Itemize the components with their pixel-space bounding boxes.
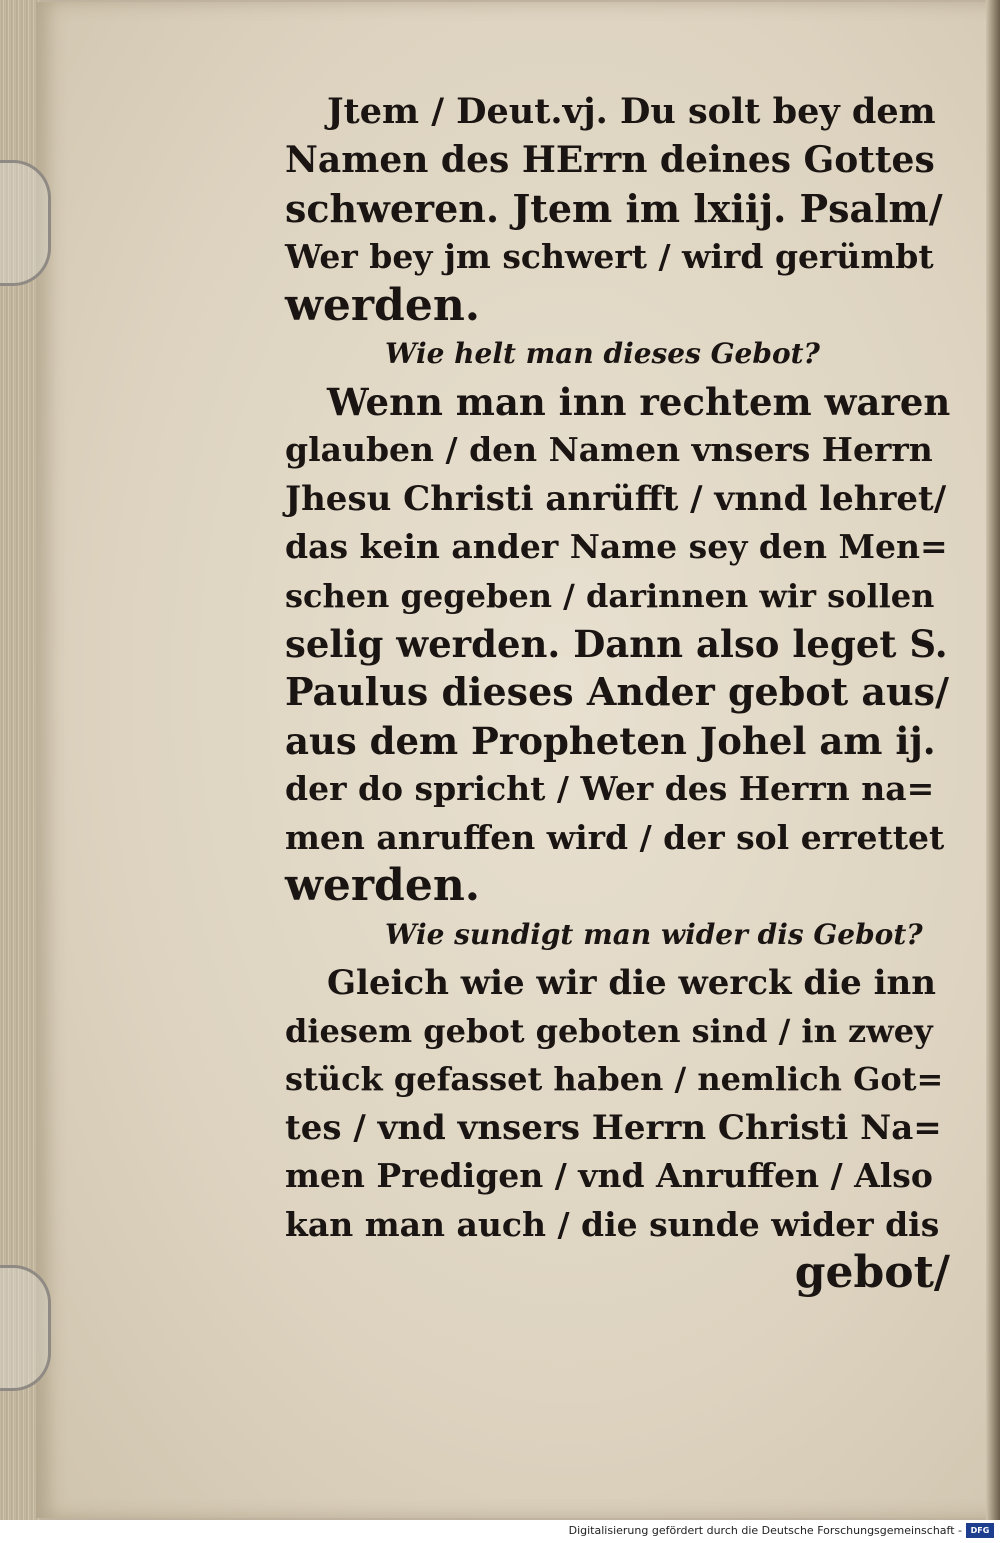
text-line: men anruffen wird / der sol errettet [285, 817, 945, 857]
text-line: men Predigen / vnd Anruffen / Also [285, 1156, 933, 1196]
text-line: das kein ander Name sey den Men= [285, 527, 948, 567]
text-line: glauben / den Namen vnsers Herrn [285, 430, 933, 470]
text-line: schweren. Jtem im lxiij. Psalm/ [285, 185, 943, 231]
text-line: kan man auch / die sunde wider dis [285, 1204, 940, 1244]
text-line: der do spricht / Wer des Herrn na= [285, 769, 935, 809]
section-heading: Wie sundigt man wider dis Gebot? [385, 917, 923, 951]
text-line: Wenn man inn rechtem waren [327, 380, 951, 425]
text-line: Jtem / Deut.vj. Du solt bey dem [327, 91, 936, 132]
text-line: Paulus dieses Ander gebot aus/ [285, 669, 949, 715]
text-line: schen gegeben / darinnen wir sollen [285, 576, 935, 615]
text-line: aus dem Propheten Johel am ij. [285, 718, 936, 763]
text-line: werden. [285, 279, 481, 331]
text-line: selig werden. Dann also leget S. [285, 622, 948, 667]
text-line: stück gefasset haben / nemlich Got= [285, 1060, 944, 1099]
page-clip-bottom [0, 1265, 51, 1391]
text-line: Wer bey jm schwert / wird gerümbt [285, 237, 934, 277]
text-line: diesem gebot geboten sind / in zwey [285, 1011, 933, 1050]
binding-edge [986, 0, 1000, 1520]
dfg-logo[interactable]: DFG [966, 1523, 994, 1538]
text-line: tes / vnd vnsers Herrn Christi Na= [285, 1107, 942, 1148]
page-clip-top [0, 160, 51, 286]
footer [0, 1520, 1000, 1543]
catchword: gebot/ [794, 1246, 950, 1298]
text-line: Gleich wie wir die werck die inn [327, 962, 936, 1003]
section-heading: Wie helt man dieses Gebot? [385, 337, 820, 371]
text-line: Jhesu Christi anrüfft / vnnd lehret/ [285, 478, 947, 519]
text-block [285, 88, 950, 1297]
text-line: werden. [285, 860, 481, 912]
footer-credit: Digitalisierung gefördert durch die Deutsche Forschungsgemeinschaft - [568, 1524, 962, 1537]
text-line: Namen des HErrn deines Gottes [285, 139, 935, 182]
